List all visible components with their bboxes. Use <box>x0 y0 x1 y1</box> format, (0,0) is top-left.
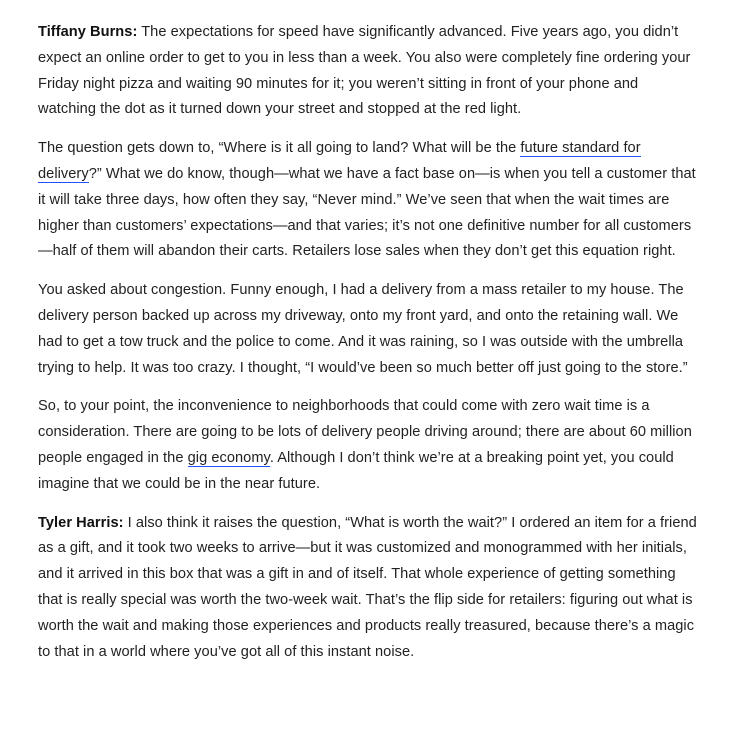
paragraph-text: You asked about congestion. Funny enough, I had a delivery from a mass retailer to my house. The delivery person backed up across my driveway, onto my front yard, and onto the retaining wall. We had to get a tow truck and the police to come. And it was raining, so I was outside with the umbrella trying to help. It was too crazy. I thought, “I would’ve been so much better off just going to the store.” <box>38 282 688 376</box>
speaker-name: Tiffany Burns: <box>38 24 138 40</box>
paragraph-4 <box>38 394 698 497</box>
paragraph-3 <box>38 278 698 381</box>
paragraph-text: The expectations for speed have significantly advanced. Five years ago, you didn’t expect an online order to get to you in less than a week. You also were completely fine ordering your Friday night pizza and waiting 90 minutes for it; you weren’t sitting in front of your phone and watching the dot as it turned down your street and stopped at the red light. <box>38 24 691 118</box>
paragraph-text: The question gets down to, “Where is it all going to land? What will be the <box>38 140 521 157</box>
paragraph-5 <box>38 511 698 666</box>
paragraph-text: . Although I don’t think we’re at a breaking point yet, you could imagine that we could be in the near future. <box>38 449 674 492</box>
paragraph-2 <box>38 136 698 265</box>
paragraph-text: ?” What we do know, though—what we have a fact base on—is when you tell a customer that it will take three days, how often they say, “Never mind.” We’ve seen that when the wait times are higher than customers’ expectations—and that varies; it’s not one definitive number for all customers—half of them will abandon their carts. Retailers lose sales when they don’t get this equation right. <box>38 165 696 260</box>
speaker-name: Tyler Harris: <box>38 514 124 531</box>
article-body <box>38 20 698 678</box>
future-standard-delivery-link[interactable]: future standard for delivery <box>38 140 641 182</box>
paragraph-text: I also think it raises the question, “What is worth the wait?” I ordered an item for a friend as a gift, and it took two weeks to arrive—but it was customized and monogrammed with her initials, and it arrived in this box that was a gift in and of itself. That whole experience of getting something that is really special was worth the two-week wait. That’s the flip side for retailers: figuring out what is worth the wait and making those experiences and products really treasured, because there’s a magic to that in a world where you’ve got all of this instant noise. <box>38 514 697 660</box>
paragraph-1 <box>38 20 698 123</box>
gig-economy-link[interactable]: gig economy <box>187 449 270 466</box>
paragraph-text: So, to your point, the inconvenience to neighborhoods that could come with zero wait time is a consideration. There are going to be lots of delivery people driving around; there are about 60 million people engaged in the <box>38 398 692 466</box>
